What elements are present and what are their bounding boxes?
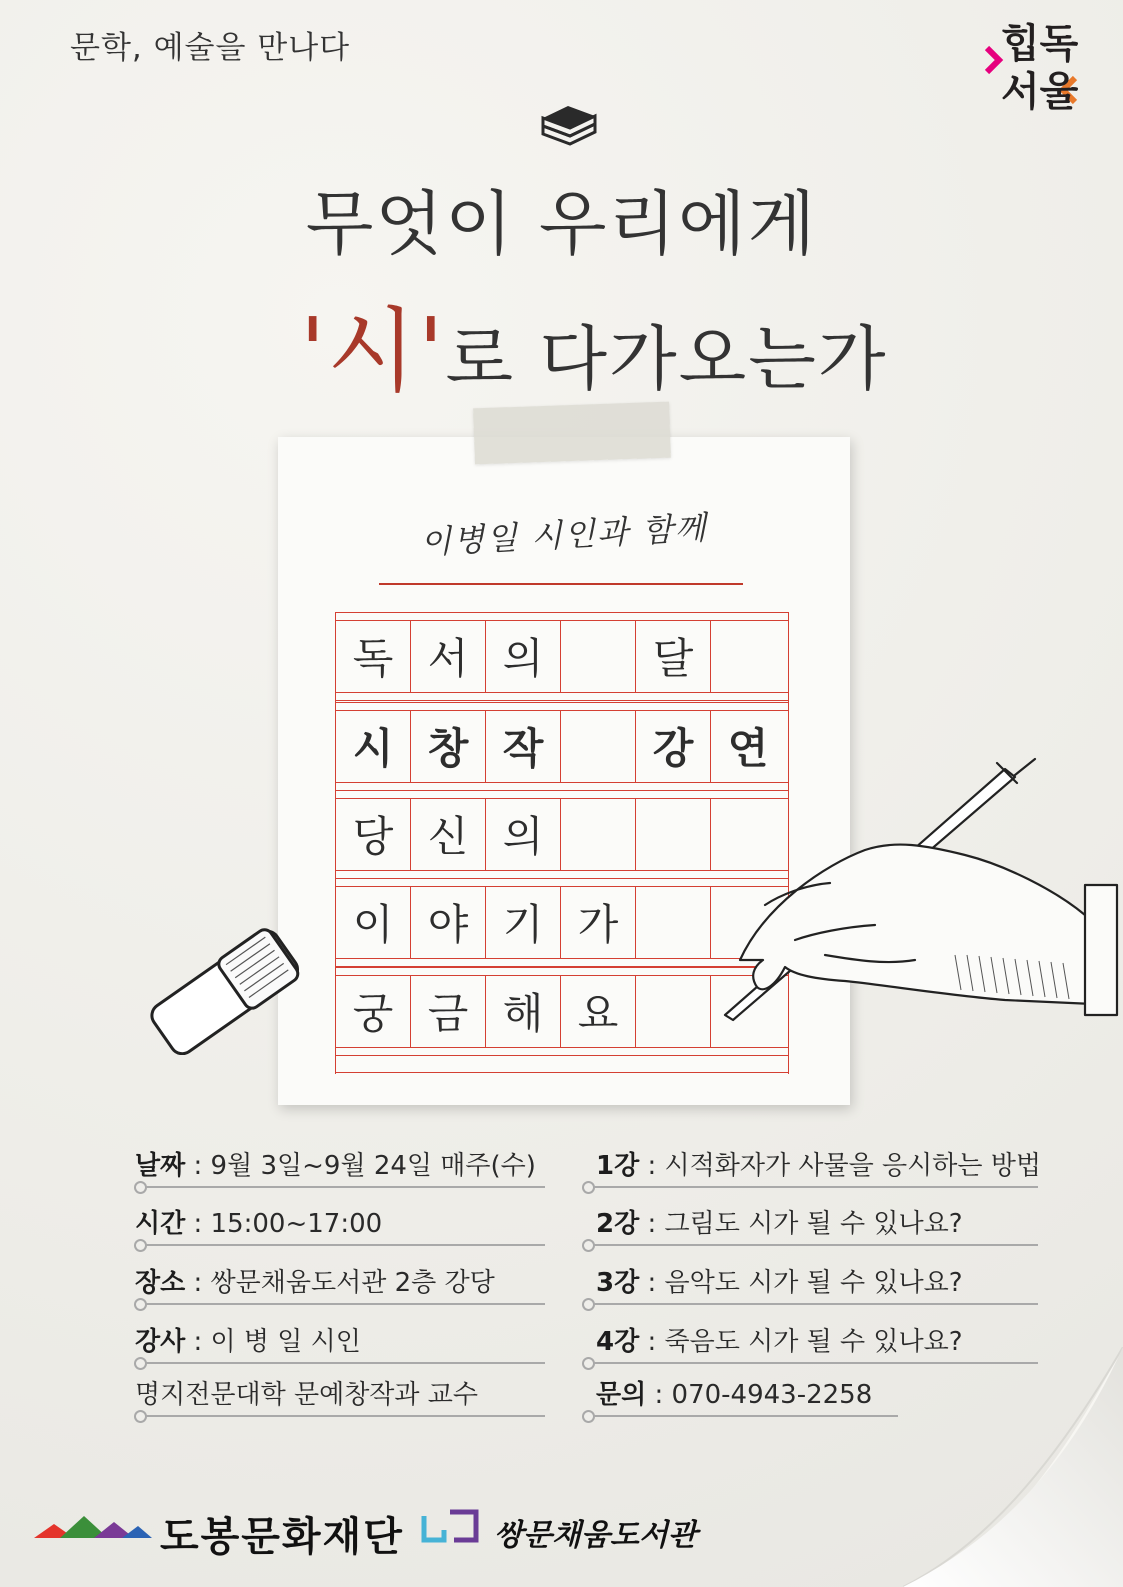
title-line2 xyxy=(300,278,887,410)
title-line2-rest: 로 다가오는가 xyxy=(445,318,888,400)
eraser-icon xyxy=(138,925,308,1055)
title-accent: '시' xyxy=(300,298,446,405)
logo-line2: 서울 xyxy=(1001,69,1079,115)
info-divider xyxy=(588,1415,898,1417)
info-separator: : xyxy=(185,1209,211,1239)
grid-cell xyxy=(561,620,636,692)
tape xyxy=(473,402,671,465)
info-separator: : xyxy=(185,1327,211,1357)
info-bullet xyxy=(134,1410,147,1423)
hand-with-pen-icon xyxy=(705,755,1123,1035)
grid-cell: 금 xyxy=(411,975,486,1047)
logo-line1: 힙독 xyxy=(1001,21,1079,67)
info-value: 죽음도 시가 될 수 있나요? xyxy=(664,1327,963,1357)
info-divider xyxy=(140,1244,545,1246)
info-bullet xyxy=(582,1298,595,1311)
info-label: 날짜 xyxy=(135,1151,186,1181)
info-bullet xyxy=(582,1410,595,1423)
info-label: 문의 xyxy=(596,1380,647,1410)
info-row xyxy=(596,1145,1041,1182)
grid-cell: 기 xyxy=(486,886,561,958)
tagline: 문학, 예술을 만나다 xyxy=(70,30,351,66)
grid-cell: 신 xyxy=(411,798,486,870)
grid-cell xyxy=(636,975,711,1047)
grid-cell: 가 xyxy=(561,886,636,958)
info-divider xyxy=(588,1244,1038,1246)
grid-cell xyxy=(561,798,636,870)
grid-cell xyxy=(711,620,785,692)
info-bullet xyxy=(134,1357,147,1370)
hipdok-seoul-logo xyxy=(985,18,1095,128)
footer-library-name: 쌍문채움도서관 xyxy=(494,1518,697,1553)
info-value: 이 병 일 시인 xyxy=(210,1327,361,1357)
grid-cell: 시 xyxy=(336,710,411,782)
grid-cell: 강 xyxy=(636,710,711,782)
info-bullet xyxy=(582,1357,595,1370)
info-row xyxy=(135,1262,495,1299)
grid-cell: 해 xyxy=(486,975,561,1047)
grid-cell xyxy=(636,798,711,870)
info-value: 15:00~17:00 xyxy=(210,1209,383,1239)
grid-cell: 창 xyxy=(411,710,486,782)
info-value: 명지전문대학 문예창작과 교수 xyxy=(135,1380,479,1410)
grid-cell: 달 xyxy=(636,620,711,692)
info-divider xyxy=(140,1415,545,1417)
grid-cell: 서 xyxy=(411,620,486,692)
info-value: 그림도 시가 될 수 있나요? xyxy=(664,1209,963,1239)
grid-cell: 이 xyxy=(336,886,411,958)
grid-cell: 요 xyxy=(561,975,636,1047)
grid-rule xyxy=(336,702,788,703)
title-line1: 무엇이 우리에게 xyxy=(305,183,818,265)
info-label: 장소 xyxy=(135,1268,186,1298)
grid-cell: 의 xyxy=(486,798,561,870)
info-bullet xyxy=(134,1298,147,1311)
info-label: 시간 xyxy=(135,1209,186,1239)
dobong-foundation-logo-icon xyxy=(34,1512,152,1540)
info-value: 070-4943-2258 xyxy=(671,1380,873,1410)
note-heading: 이병일 시인과 함께 xyxy=(419,508,709,562)
info-value: 시적화자가 사물을 응시하는 방법 xyxy=(664,1151,1041,1181)
grid-rule xyxy=(336,700,788,701)
info-label: 2강 xyxy=(596,1209,640,1239)
info-row xyxy=(135,1374,478,1411)
info-separator: : xyxy=(185,1151,211,1181)
info-divider xyxy=(140,1362,545,1364)
info-separator: : xyxy=(639,1327,665,1357)
grid-cell: 야 xyxy=(411,886,486,958)
info-separator: : xyxy=(646,1380,672,1410)
grid-rule xyxy=(336,1072,788,1073)
info-bullet xyxy=(134,1181,147,1194)
footer-org-name: 도봉문화재단 xyxy=(160,1514,404,1560)
page-curl xyxy=(903,1347,1123,1587)
info-row xyxy=(596,1262,963,1299)
info-row xyxy=(596,1203,963,1240)
info-separator: : xyxy=(639,1209,665,1239)
grid-rule xyxy=(336,612,788,613)
library-logo-icon xyxy=(420,1508,480,1544)
info-divider xyxy=(140,1303,545,1305)
info-label: 3강 xyxy=(596,1268,640,1298)
grid-cell: 연 xyxy=(727,724,769,773)
info-bullet xyxy=(134,1239,147,1252)
book-icon xyxy=(537,100,599,152)
info-row xyxy=(135,1321,361,1358)
grid-cell: 당 xyxy=(336,798,411,870)
info-label: 4강 xyxy=(596,1327,640,1357)
grid-cell xyxy=(636,886,711,958)
info-row xyxy=(135,1203,382,1240)
grid-cell: 작 xyxy=(486,710,561,782)
info-value: 9월 3일~9월 24일 매주(수) xyxy=(210,1151,536,1181)
info-row xyxy=(135,1145,536,1182)
grid-cell: 의 xyxy=(486,620,561,692)
info-bullet xyxy=(582,1239,595,1252)
info-label: 1강 xyxy=(596,1151,640,1181)
info-divider xyxy=(588,1186,1038,1188)
info-divider xyxy=(140,1186,545,1188)
grid-cell xyxy=(561,710,636,782)
grid-rule xyxy=(336,692,788,693)
grid-rule xyxy=(336,1055,788,1056)
info-separator: : xyxy=(639,1268,665,1298)
info-separator: : xyxy=(185,1268,211,1298)
grid-cell: 독 xyxy=(336,620,411,692)
info-separator: : xyxy=(639,1151,665,1181)
info-bullet xyxy=(582,1181,595,1194)
info-row xyxy=(596,1374,872,1411)
grid-cell: 궁 xyxy=(336,975,411,1047)
info-value: 음악도 시가 될 수 있나요? xyxy=(664,1268,963,1298)
info-divider xyxy=(588,1303,1038,1305)
note-underline xyxy=(379,583,743,585)
grid-rule xyxy=(336,1047,788,1048)
info-label: 강사 xyxy=(135,1327,186,1357)
info-value: 쌍문채움도서관 2층 강당 xyxy=(210,1268,495,1298)
